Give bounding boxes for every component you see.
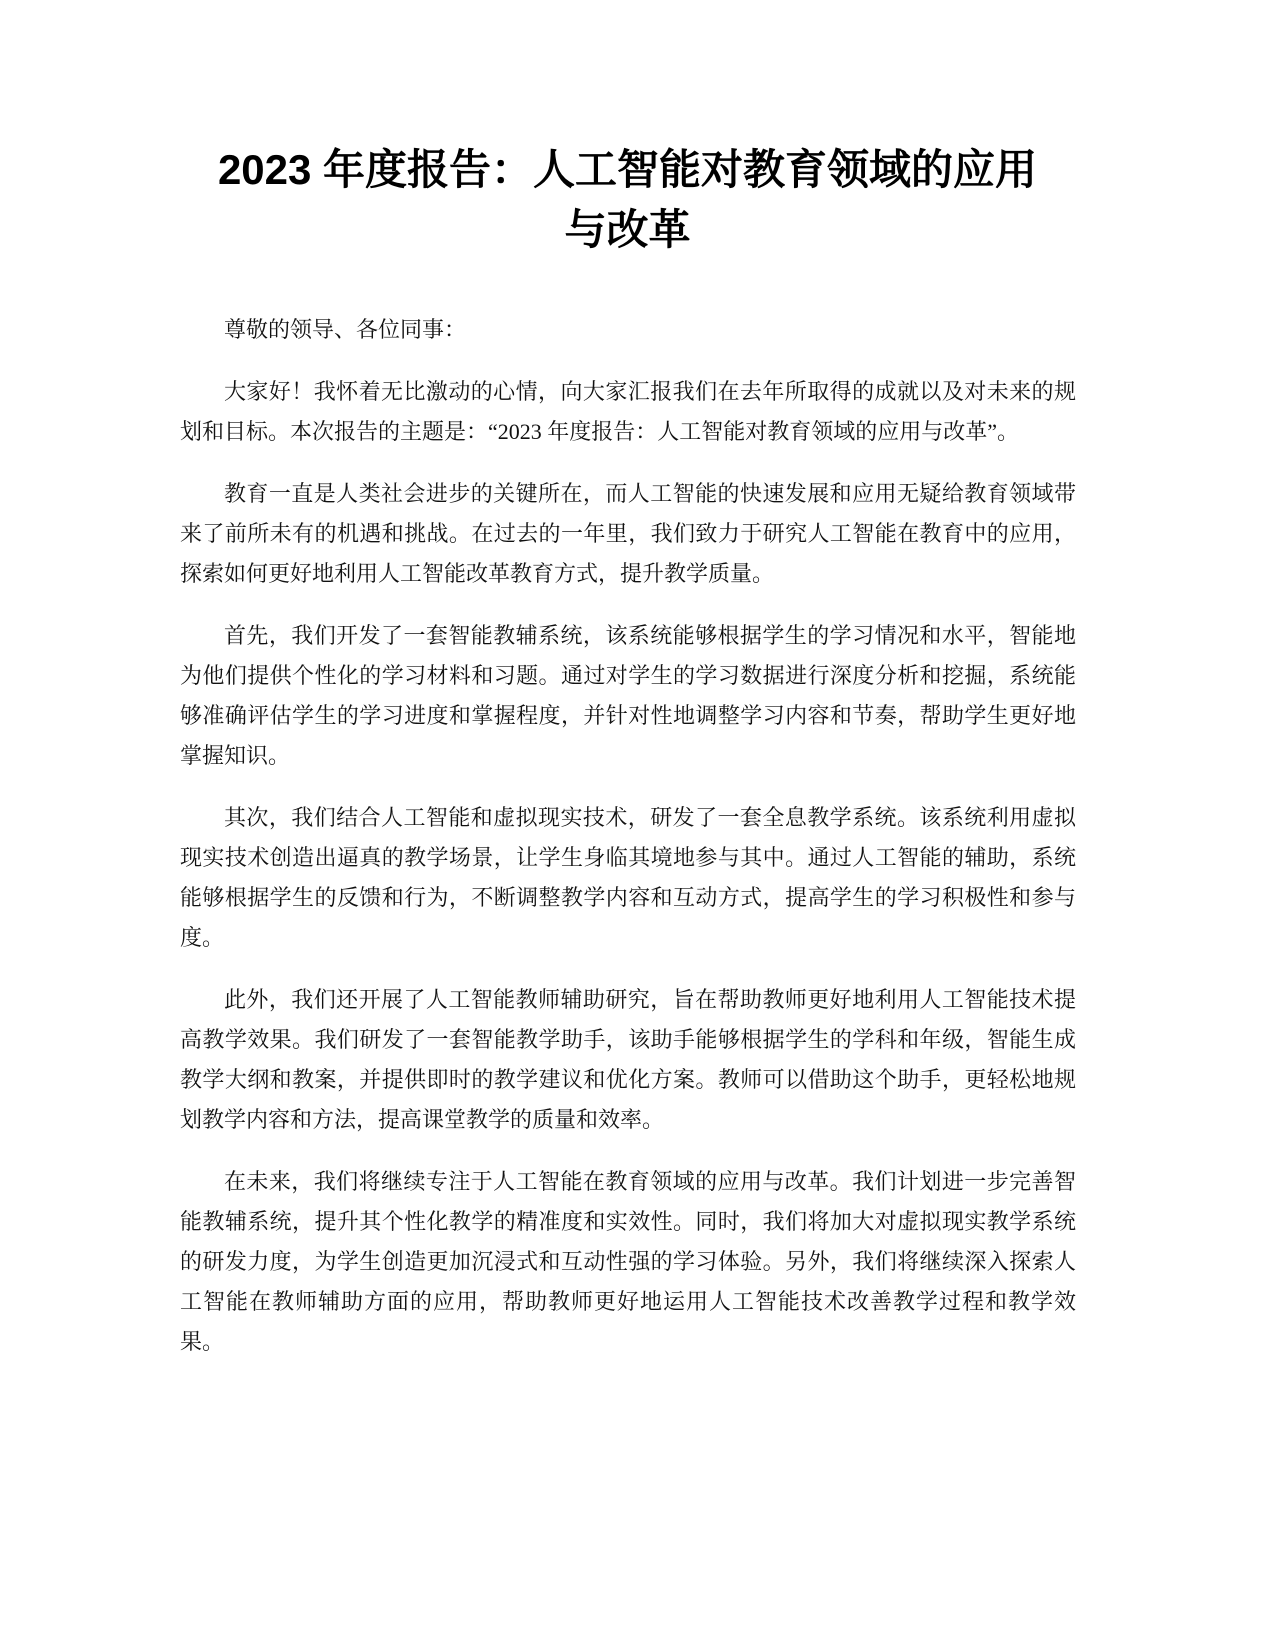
salutation-paragraph: 尊敬的领导、各位同事：: [224, 317, 467, 342]
document-title: [180, 140, 1075, 260]
holographic-system-paragraph: 其次，我们结合人工智能和虚拟现实技术，研发了一套全息教学系统。该系统利用虚拟现实技术创造出逼真的教学场景，让学生身临其境地参与其中。通过人工智能的辅助，系统能够根据学生的反馈和行为，不断调整教学内容和互动方式，提高学生的学习积极性和参与度。: [180, 805, 1076, 950]
future-plan-paragraph: 在未来，我们将继续专注于人工智能在教育领域的应用与改革。我们计划进一步完善智能教辅系统，提升其个性化教学的精准度和实效性。同时，我们将加大对虚拟现实教学系统的研发力度，为学生创造更加沉浸式和互动性强的学习体验。另外，我们将继续深入探索人工智能在教师辅助方面的应用，帮助教师更好地运用人工智能技术改善教学过程和教学效果。: [180, 1169, 1076, 1354]
intro-paragraph: 大家好！我怀着无比激动的心情，向大家汇报我们在去年所取得的成就以及对未来的规划和目标。本次报告的主题是：“2023 年度报告：人工智能对教育领域的应用与改革”。: [180, 379, 1076, 444]
background-paragraph: 教育一直是人类社会进步的关键所在，而人工智能的快速发展和应用无疑给教育领域带来了前所未有的机遇和挑战。在过去的一年里，我们致力于研究人工智能在教育中的应用，探索如何更好地利用人工智能改革教育方式，提升教学质量。: [180, 481, 1076, 586]
teacher-assistant-paragraph: 此外，我们还开展了人工智能教师辅助研究，旨在帮助教师更好地利用人工智能技术提高教学效果。我们研发了一套智能教学助手，该助手能够根据学生的学科和年级，智能生成教学大纲和教案，并提供即时的教学建议和优化方案。教师可以借助这个助手，更轻松地规划教学内容和方法，提高课堂教学的质量和效率。: [180, 987, 1076, 1132]
tutoring-system-paragraph: 首先，我们开发了一套智能教辅系统，该系统能够根据学生的学习情况和水平，智能地为他们提供个性化的学习材料和习题。通过对学生的学习数据进行深度分析和挖掘，系统能够准确评估学生的学习进度和掌握程度，并针对性地调整学习内容和节奏，帮助学生更好地掌握知识。: [180, 623, 1076, 768]
title-line-1: 2023 年度报告：人工智能对教育领域的应用: [217, 146, 1038, 193]
document-body: [180, 310, 1076, 1384]
title-line-2: 与改革: [564, 206, 691, 253]
